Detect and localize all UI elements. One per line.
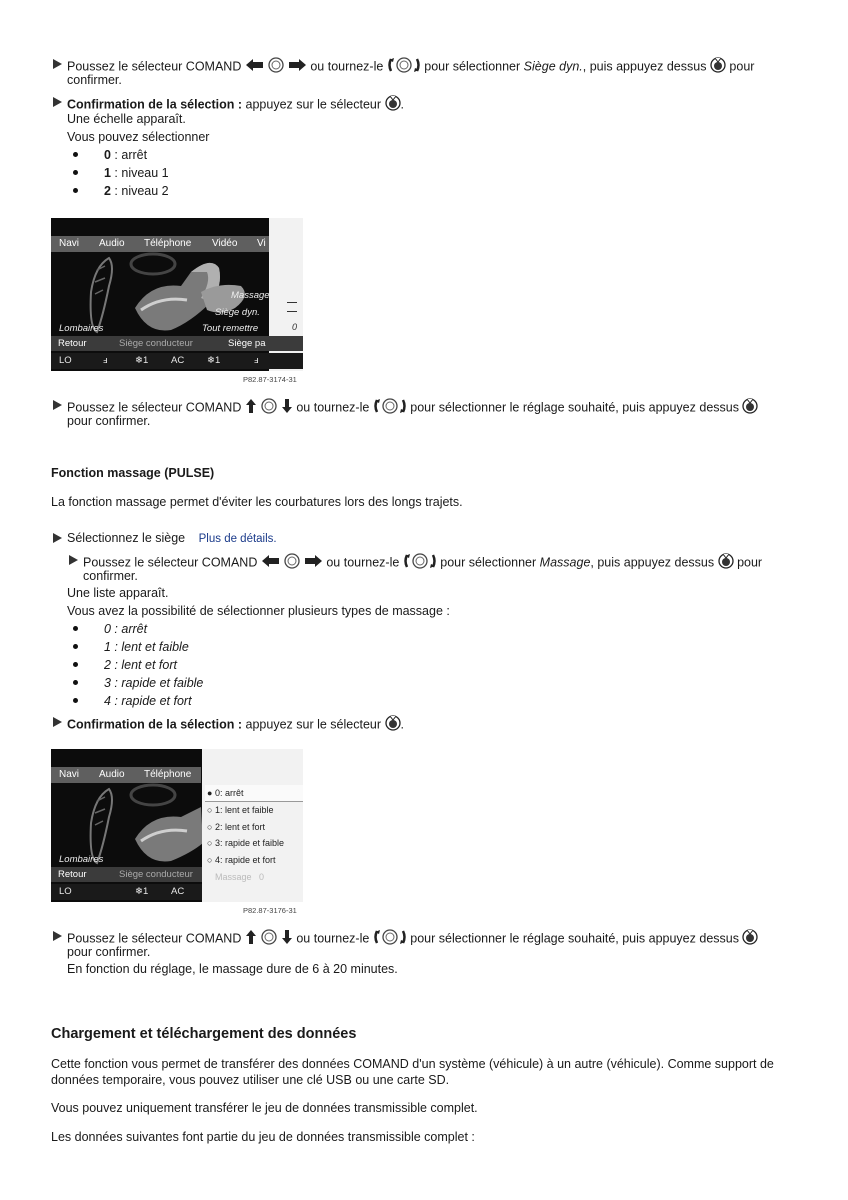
scale-value: 0: [292, 322, 298, 332]
select-line: Vous pouvez sélectionner: [67, 130, 210, 144]
step-line: Poussez le sélecteur COMAND ou tournez-le pour sélectionner le réglage souhaité, puis appuyez dessus: [67, 929, 758, 949]
bullet-icon: [73, 680, 78, 685]
scale-mark: [287, 311, 297, 312]
retour-label: Retour: [58, 869, 87, 880]
list-item: 0 : arrêt: [104, 148, 148, 162]
triangle-arrow-icon: [53, 97, 62, 107]
select-seat-line: Sélectionnez le siège Plus de détails.: [67, 531, 277, 545]
fan-icon: ❄1: [135, 886, 149, 897]
menu-navi: Navi: [59, 238, 80, 249]
controller-left-right-icon: [261, 553, 323, 573]
option-4: ○ 4: rapide et fort: [207, 855, 276, 865]
step-line: Poussez le sélecteur COMAND ou tournez-le pour sélectionner Siège dyn., puis appuyez dessus pour: [67, 57, 754, 77]
scale-mark: [287, 302, 297, 303]
press-controller-icon: [718, 553, 734, 573]
rotate-controller-icon: [387, 57, 421, 77]
list-item: 2 : lent et fort: [104, 658, 177, 672]
triangle-arrow-icon: [53, 400, 62, 410]
climate-ac: AC: [171, 355, 185, 366]
comand-screen-massage: [51, 749, 303, 902]
menu-item-siege-dyn: Siège dyn.: [215, 307, 260, 318]
bullet-icon: [73, 152, 78, 157]
climate-bar: [51, 353, 303, 369]
triangle-arrow-icon: [53, 59, 62, 69]
bullet-icon: [73, 662, 78, 667]
menu-telephone: Téléphone: [144, 238, 192, 249]
bullet-icon: [73, 698, 78, 703]
list-item: 1 : lent et faible: [104, 640, 189, 654]
list-item: 0 : arrêt: [104, 622, 148, 636]
screen-status-bar: [51, 867, 202, 882]
step-line-continued: confirmer.: [67, 73, 122, 87]
bullet-icon: [73, 170, 78, 175]
list-appears-line: Une liste apparaît.: [67, 586, 169, 600]
siege-conducteur-label: Siège conducteur: [119, 338, 193, 349]
rotate-controller-icon: [373, 398, 407, 418]
press-controller-icon: [742, 929, 758, 949]
press-controller-icon: [710, 57, 726, 77]
climate-lo: LO: [59, 355, 72, 366]
image-caption: P82.87-3174-31: [243, 375, 297, 384]
transfer-paragraph: Cette fonction vous permet de transférer des données COMAND d'un système (véhicule) à un autre (véhicule). Comme support de: [51, 1057, 774, 1071]
triangle-arrow-icon: [53, 717, 62, 727]
rotate-controller-icon: [403, 553, 437, 573]
step-line-continued: confirmer.: [83, 569, 138, 583]
press-controller-icon: [385, 715, 401, 735]
controller-up-down-icon: [245, 929, 293, 949]
climate-lo: LO: [59, 886, 72, 897]
confirmation-line: Confirmation de la sélection : appuyez sur le sélecteur .: [67, 715, 404, 735]
controller-up-down-icon: [245, 398, 293, 418]
confirmation-line: Confirmation de la sélection : appuyez sur le sélecteur .: [67, 95, 404, 115]
screen-menu-bar: [51, 236, 303, 252]
triangle-arrow-icon: [53, 931, 62, 941]
lombaires-label: Lombaires: [59, 323, 104, 334]
option-0: ● 0: arrêt: [207, 788, 244, 798]
massage-footer: Massage 0: [215, 872, 265, 882]
types-line: Vous avez la possibilité de sélectionner plusieurs types de massage :: [67, 604, 450, 618]
menu-vi: Vi: [257, 238, 266, 249]
siege-conducteur-label: Siège conducteur: [119, 869, 193, 880]
screen-status-bar: [51, 336, 303, 351]
seat-heat-icon: ⅎ: [103, 355, 108, 366]
list-item: 1 : niveau 1: [104, 166, 169, 180]
transfer-note: Vous pouvez uniquement transférer le jeu de données transmissible complet.: [51, 1101, 478, 1115]
menu-audio: Audio: [99, 769, 125, 780]
step-line: Poussez le sélecteur COMAND ou tournez-le pour sélectionner le réglage souhaité, puis appuyez dessus: [67, 398, 758, 418]
transfer-paragraph-continued: données temporaire, vous pouvez utiliser une clé USB ou une carte SD.: [51, 1073, 450, 1087]
option-3: ○ 3: rapide et faible: [207, 838, 284, 848]
triangle-arrow-icon: [69, 555, 78, 565]
option-2: ○ 2: lent et fort: [207, 822, 265, 832]
duration-line: En fonction du réglage, le massage dure de 6 à 20 minutes.: [67, 962, 398, 976]
seat-heat-icon: ⅎ: [254, 355, 259, 366]
menu-audio: Audio: [99, 238, 125, 249]
list-item: 4 : rapide et fort: [104, 694, 192, 708]
rotate-controller-icon: [373, 929, 407, 949]
menu-telephone: Téléphone: [144, 769, 192, 780]
list-item: 3 : rapide et faible: [104, 676, 204, 690]
screen-menu-bar: [51, 767, 201, 783]
details-link[interactable]: Plus de détails: [198, 533, 274, 545]
triangle-arrow-icon: [53, 533, 62, 543]
controller-left-right-icon: [245, 57, 307, 77]
fan-icon: ❄1: [135, 355, 149, 366]
menu-item-massage: Massage: [231, 290, 270, 301]
climate-ac: AC: [171, 886, 185, 897]
retour-label: Retour: [58, 338, 87, 349]
menu-item-tout-remettre: Tout remettre: [202, 323, 259, 334]
lombaires-label: Lombaires: [59, 854, 104, 865]
image-caption: P82.87-3176-31: [243, 906, 297, 915]
siege-passager-label: Siège pa: [228, 338, 266, 349]
step-line-continued: pour confirmer.: [67, 945, 151, 959]
press-controller-icon: [385, 95, 401, 115]
option-1: ○ 1: lent et faible: [207, 805, 274, 815]
fan-icon: ❄1: [207, 355, 221, 366]
massage-intro: La fonction massage permet d'éviter les courbatures lors des longs trajets.: [51, 495, 463, 509]
menu-video: Vidéo: [212, 238, 238, 249]
list-item: 2 : niveau 2: [104, 184, 169, 198]
massage-heading: Fonction massage (PULSE): [51, 466, 215, 480]
step-line: Poussez le sélecteur COMAND ou tournez-le pour sélectionner Massage, puis appuyez dessus pour: [83, 553, 762, 573]
climate-bar: [51, 884, 202, 900]
press-controller-icon: [742, 398, 758, 418]
menu-navi: Navi: [59, 769, 80, 780]
comand-screen-seat-dynamic: [51, 218, 303, 371]
transfer-list-intro: Les données suivantes font partie du jeu de données transmissible complet :: [51, 1130, 475, 1144]
bullet-icon: [73, 626, 78, 631]
transfer-heading: Chargement et téléchargement des données: [51, 1026, 357, 1042]
scale-line: Une échelle apparaît.: [67, 112, 186, 126]
step-line-continued: pour confirmer.: [67, 414, 151, 428]
bullet-icon: [73, 644, 78, 649]
bullet-icon: [73, 188, 78, 193]
